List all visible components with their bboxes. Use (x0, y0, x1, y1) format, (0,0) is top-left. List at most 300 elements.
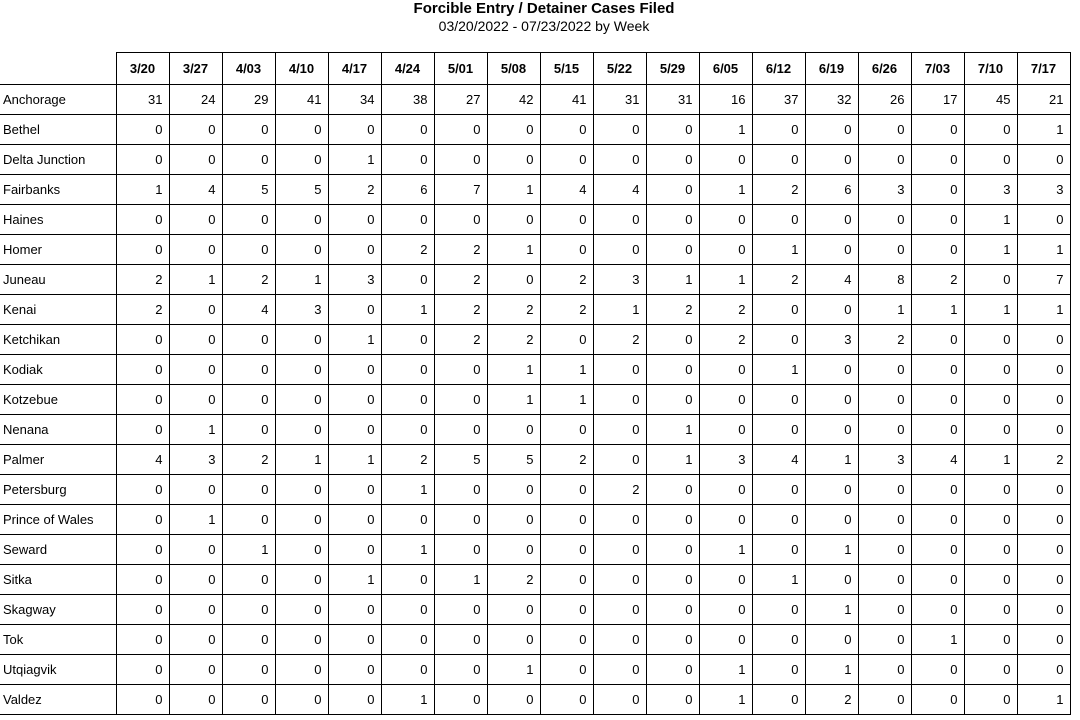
case-count-cell: 2 (805, 685, 858, 715)
case-count-cell: 0 (752, 415, 805, 445)
case-count-cell: 2 (222, 265, 275, 295)
case-count-cell: 0 (805, 625, 858, 655)
case-count-cell: 0 (540, 235, 593, 265)
case-count-cell: 0 (964, 565, 1017, 595)
case-count-cell: 1 (381, 295, 434, 325)
case-count-cell: 0 (222, 385, 275, 415)
case-count-cell: 0 (964, 415, 1017, 445)
case-count-cell: 1 (911, 295, 964, 325)
case-count-cell: 0 (487, 625, 540, 655)
case-count-cell: 0 (858, 685, 911, 715)
case-count-cell: 0 (487, 685, 540, 715)
case-count-cell: 2 (487, 295, 540, 325)
case-count-cell: 0 (434, 355, 487, 385)
case-count-cell: 1 (540, 355, 593, 385)
case-count-cell: 0 (911, 475, 964, 505)
case-count-cell: 0 (328, 625, 381, 655)
case-count-cell: 1 (593, 295, 646, 325)
case-count-cell: 0 (646, 355, 699, 385)
table-row (0, 355, 1070, 385)
case-count-cell: 0 (911, 655, 964, 685)
case-count-cell: 0 (434, 685, 487, 715)
case-count-cell: 0 (540, 655, 593, 685)
case-count-cell: 0 (699, 505, 752, 535)
case-count-cell: 17 (911, 85, 964, 115)
table-row (0, 445, 1070, 475)
case-count-cell: 0 (487, 535, 540, 565)
case-count-cell: 0 (593, 415, 646, 445)
table-row (0, 175, 1070, 205)
table-row (0, 535, 1070, 565)
case-count-cell: 0 (752, 685, 805, 715)
case-count-cell: 0 (222, 415, 275, 445)
case-count-cell: 0 (1017, 655, 1070, 685)
case-count-cell: 0 (964, 505, 1017, 535)
case-count-cell: 0 (169, 205, 222, 235)
case-count-cell: 0 (328, 475, 381, 505)
case-count-cell: 0 (169, 145, 222, 175)
case-count-cell: 1 (752, 235, 805, 265)
case-count-cell: 0 (964, 115, 1017, 145)
case-count-cell: 0 (540, 535, 593, 565)
column-header-week: 4/03 (222, 53, 275, 85)
case-count-cell: 8 (858, 265, 911, 295)
table-row (0, 625, 1070, 655)
case-count-cell: 0 (169, 475, 222, 505)
case-count-cell: 1 (805, 655, 858, 685)
case-count-cell: 0 (858, 625, 911, 655)
case-count-cell: 0 (169, 685, 222, 715)
case-count-cell: 0 (434, 115, 487, 145)
case-count-cell: 0 (222, 565, 275, 595)
case-count-cell: 0 (487, 205, 540, 235)
case-count-cell: 0 (169, 115, 222, 145)
case-count-cell: 0 (858, 235, 911, 265)
column-header-week: 4/17 (328, 53, 381, 85)
case-count-cell: 0 (434, 205, 487, 235)
case-count-cell: 1 (646, 265, 699, 295)
case-count-cell: 3 (699, 445, 752, 475)
case-count-cell: 0 (487, 115, 540, 145)
case-count-cell: 0 (752, 475, 805, 505)
case-count-cell: 0 (805, 115, 858, 145)
case-count-cell: 0 (593, 145, 646, 175)
column-header-week: 5/01 (434, 53, 487, 85)
table-row (0, 595, 1070, 625)
row-location-label: Skagway (0, 595, 116, 625)
case-count-cell: 0 (646, 205, 699, 235)
case-count-cell: 1 (222, 535, 275, 565)
case-count-cell: 1 (1017, 115, 1070, 145)
case-count-cell: 0 (275, 565, 328, 595)
column-header-week: 7/17 (1017, 53, 1070, 85)
case-count-cell: 0 (222, 475, 275, 505)
case-count-cell: 0 (858, 535, 911, 565)
case-count-cell: 1 (699, 265, 752, 295)
case-count-cell: 1 (699, 115, 752, 145)
table-row (0, 85, 1070, 115)
case-count-cell: 0 (434, 535, 487, 565)
case-count-cell: 0 (646, 325, 699, 355)
case-count-cell: 0 (1017, 325, 1070, 355)
table-row (0, 385, 1070, 415)
case-count-cell: 45 (964, 85, 1017, 115)
case-count-cell: 0 (540, 625, 593, 655)
case-count-cell: 0 (434, 385, 487, 415)
case-count-cell: 0 (752, 295, 805, 325)
case-count-cell: 5 (434, 445, 487, 475)
case-count-cell: 2 (487, 325, 540, 355)
case-count-cell: 0 (222, 355, 275, 385)
column-header-week: 3/27 (169, 53, 222, 85)
case-count-cell: 2 (434, 325, 487, 355)
case-count-cell: 0 (1017, 565, 1070, 595)
case-count-cell: 26 (858, 85, 911, 115)
case-count-cell: 0 (593, 115, 646, 145)
case-count-cell: 0 (646, 475, 699, 505)
case-count-cell: 0 (593, 355, 646, 385)
row-location-label: Tok (0, 625, 116, 655)
row-location-label: Kodiak (0, 355, 116, 385)
case-count-cell: 4 (116, 445, 169, 475)
case-count-cell: 0 (911, 505, 964, 535)
case-count-cell: 0 (540, 145, 593, 175)
case-count-cell: 2 (752, 175, 805, 205)
case-count-cell: 0 (275, 475, 328, 505)
case-count-cell: 0 (964, 355, 1017, 385)
row-location-label: Valdez (0, 685, 116, 715)
case-count-cell: 0 (858, 505, 911, 535)
case-count-cell: 0 (381, 625, 434, 655)
case-count-cell: 1 (964, 445, 1017, 475)
case-count-cell: 2 (593, 475, 646, 505)
case-count-cell: 0 (646, 235, 699, 265)
case-count-cell: 0 (593, 565, 646, 595)
case-count-cell: 0 (593, 535, 646, 565)
case-count-cell: 1 (328, 565, 381, 595)
case-count-cell: 0 (328, 685, 381, 715)
case-count-cell: 0 (646, 115, 699, 145)
case-count-cell: 1 (646, 415, 699, 445)
case-count-cell: 1 (646, 445, 699, 475)
case-count-cell: 3 (593, 265, 646, 295)
case-count-cell: 3 (328, 265, 381, 295)
case-count-cell: 0 (1017, 415, 1070, 445)
case-count-cell: 0 (593, 505, 646, 535)
table-row (0, 235, 1070, 265)
case-count-cell: 1 (699, 535, 752, 565)
case-count-cell: 0 (540, 325, 593, 355)
case-count-cell: 0 (487, 415, 540, 445)
case-count-cell: 0 (646, 175, 699, 205)
case-count-cell: 0 (487, 595, 540, 625)
case-count-cell: 1 (169, 505, 222, 535)
case-count-cell: 0 (805, 415, 858, 445)
case-count-cell: 0 (911, 385, 964, 415)
row-location-label: Anchorage (0, 85, 116, 115)
case-count-cell: 0 (328, 535, 381, 565)
case-count-cell: 0 (911, 115, 964, 145)
case-count-cell: 1 (911, 625, 964, 655)
case-count-cell: 2 (646, 295, 699, 325)
case-count-cell: 0 (275, 685, 328, 715)
case-count-cell: 0 (540, 505, 593, 535)
case-count-cell: 0 (487, 145, 540, 175)
case-count-cell: 0 (699, 205, 752, 235)
case-count-cell: 0 (540, 205, 593, 235)
case-count-cell: 0 (328, 385, 381, 415)
case-count-cell: 0 (275, 595, 328, 625)
table-row (0, 325, 1070, 355)
table-row (0, 475, 1070, 505)
column-header-week: 5/29 (646, 53, 699, 85)
case-count-cell: 0 (858, 415, 911, 445)
case-count-cell: 0 (593, 445, 646, 475)
case-count-cell: 0 (646, 655, 699, 685)
case-count-cell: 0 (699, 625, 752, 655)
case-count-cell: 0 (1017, 355, 1070, 385)
case-count-cell: 1 (487, 385, 540, 415)
row-location-label: Juneau (0, 265, 116, 295)
case-count-cell: 38 (381, 85, 434, 115)
case-count-cell: 24 (169, 85, 222, 115)
case-count-cell: 0 (381, 655, 434, 685)
case-count-cell: 0 (434, 655, 487, 685)
case-count-cell: 2 (381, 445, 434, 475)
column-header-week: 6/05 (699, 53, 752, 85)
column-header-week: 6/19 (805, 53, 858, 85)
case-count-cell: 0 (593, 625, 646, 655)
case-count-cell: 1 (699, 685, 752, 715)
case-count-cell: 0 (646, 595, 699, 625)
case-count-cell: 0 (116, 235, 169, 265)
case-count-cell: 0 (116, 595, 169, 625)
case-count-cell: 1 (116, 175, 169, 205)
case-count-cell: 0 (752, 325, 805, 355)
column-header-week: 5/15 (540, 53, 593, 85)
column-header-week: 4/24 (381, 53, 434, 85)
case-count-cell: 1 (752, 565, 805, 595)
case-count-cell: 2 (911, 265, 964, 295)
case-count-cell: 0 (911, 205, 964, 235)
case-count-cell: 0 (1017, 625, 1070, 655)
case-count-cell: 1 (381, 475, 434, 505)
case-count-cell: 0 (328, 415, 381, 445)
row-location-label: Haines (0, 205, 116, 235)
case-count-cell: 0 (911, 235, 964, 265)
report-subtitle: 03/20/2022 - 07/23/2022 by Week (438, 18, 650, 34)
case-count-cell: 0 (169, 355, 222, 385)
case-count-cell: 0 (964, 325, 1017, 355)
case-count-cell: 2 (593, 325, 646, 355)
table-row (0, 505, 1070, 535)
case-count-cell: 0 (275, 355, 328, 385)
case-count-cell: 4 (169, 175, 222, 205)
case-count-cell: 0 (275, 625, 328, 655)
case-count-cell: 2 (699, 325, 752, 355)
case-count-cell: 1 (275, 445, 328, 475)
case-count-cell: 1 (752, 355, 805, 385)
case-count-cell: 0 (381, 265, 434, 295)
case-count-cell: 0 (381, 505, 434, 535)
case-count-cell: 0 (381, 565, 434, 595)
case-count-cell: 0 (222, 145, 275, 175)
case-count-cell: 3 (964, 175, 1017, 205)
case-count-cell: 0 (699, 475, 752, 505)
case-count-cell: 1 (1017, 235, 1070, 265)
case-count-cell: 0 (964, 535, 1017, 565)
case-count-cell: 0 (752, 505, 805, 535)
case-count-cell: 27 (434, 85, 487, 115)
table-row (0, 115, 1070, 145)
case-count-cell: 0 (858, 145, 911, 175)
case-count-cell: 0 (911, 535, 964, 565)
case-count-cell: 0 (699, 385, 752, 415)
case-count-cell: 0 (1017, 385, 1070, 415)
case-count-cell: 0 (116, 505, 169, 535)
case-count-cell: 0 (275, 655, 328, 685)
case-count-cell: 1 (275, 265, 328, 295)
case-count-cell: 0 (805, 505, 858, 535)
case-count-cell: 0 (222, 625, 275, 655)
case-count-cell: 0 (1017, 535, 1070, 565)
case-count-cell: 0 (116, 385, 169, 415)
case-count-cell: 31 (593, 85, 646, 115)
case-count-cell: 2 (116, 265, 169, 295)
case-count-cell: 3 (169, 445, 222, 475)
case-count-cell: 34 (328, 85, 381, 115)
case-count-cell: 0 (593, 385, 646, 415)
case-count-cell: 2 (858, 325, 911, 355)
case-count-cell: 4 (593, 175, 646, 205)
case-count-cell: 0 (169, 595, 222, 625)
case-count-cell: 7 (434, 175, 487, 205)
case-count-cell: 0 (434, 415, 487, 445)
case-count-cell: 0 (116, 205, 169, 235)
case-count-cell: 0 (275, 505, 328, 535)
case-count-cell: 0 (381, 595, 434, 625)
case-count-cell: 0 (964, 625, 1017, 655)
case-count-cell: 0 (381, 325, 434, 355)
row-location-label: Bethel (0, 115, 116, 145)
case-count-cell: 1 (964, 235, 1017, 265)
row-location-label: Petersburg (0, 475, 116, 505)
case-count-cell: 2 (752, 265, 805, 295)
case-count-cell: 0 (434, 505, 487, 535)
case-count-cell: 0 (222, 205, 275, 235)
column-header-week: 5/08 (487, 53, 540, 85)
row-location-label: Delta Junction (0, 145, 116, 175)
case-count-cell: 42 (487, 85, 540, 115)
case-count-cell: 4 (752, 445, 805, 475)
row-location-label: Nenana (0, 415, 116, 445)
case-count-cell: 0 (169, 655, 222, 685)
case-count-cell: 0 (434, 595, 487, 625)
case-count-cell: 0 (646, 385, 699, 415)
case-count-cell: 1 (964, 205, 1017, 235)
case-count-cell: 0 (116, 565, 169, 595)
case-count-cell: 0 (858, 595, 911, 625)
case-count-cell: 0 (911, 415, 964, 445)
case-count-cell: 0 (275, 415, 328, 445)
case-count-cell: 0 (964, 475, 1017, 505)
case-count-cell: 0 (328, 115, 381, 145)
case-count-cell: 2 (540, 295, 593, 325)
case-count-cell: 0 (381, 415, 434, 445)
case-count-cell: 0 (858, 565, 911, 595)
case-count-cell: 0 (752, 595, 805, 625)
case-count-cell: 0 (381, 205, 434, 235)
case-count-cell: 0 (858, 475, 911, 505)
case-count-cell: 0 (805, 235, 858, 265)
case-count-cell: 0 (805, 145, 858, 175)
case-count-cell: 0 (964, 265, 1017, 295)
row-location-label: Utqiagvik (0, 655, 116, 685)
case-count-cell: 0 (275, 325, 328, 355)
case-count-cell: 1 (699, 655, 752, 685)
case-count-cell: 0 (646, 565, 699, 595)
case-count-cell: 3 (858, 445, 911, 475)
case-count-cell: 0 (434, 475, 487, 505)
case-count-cell: 4 (805, 265, 858, 295)
case-count-cell: 0 (752, 205, 805, 235)
case-count-cell: 0 (381, 145, 434, 175)
case-count-cell: 1 (805, 595, 858, 625)
case-count-cell: 31 (116, 85, 169, 115)
case-count-cell: 0 (434, 145, 487, 175)
case-count-cell: 0 (540, 565, 593, 595)
case-count-cell: 0 (805, 355, 858, 385)
case-count-cell: 2 (434, 295, 487, 325)
table-row (0, 565, 1070, 595)
table-row (0, 685, 1070, 715)
case-count-cell: 4 (911, 445, 964, 475)
case-count-cell: 1 (487, 655, 540, 685)
case-count-cell: 2 (699, 295, 752, 325)
table-body (0, 85, 1070, 715)
case-count-cell: 0 (858, 115, 911, 145)
case-count-cell: 0 (911, 355, 964, 385)
case-count-cell: 0 (116, 625, 169, 655)
case-count-cell: 0 (858, 205, 911, 235)
table-row (0, 295, 1070, 325)
row-location-label: Prince of Wales (0, 505, 116, 535)
case-count-cell: 0 (911, 685, 964, 715)
case-count-cell: 32 (805, 85, 858, 115)
case-count-cell: 0 (699, 415, 752, 445)
case-count-cell: 0 (699, 235, 752, 265)
case-count-cell: 0 (593, 235, 646, 265)
case-count-cell: 1 (487, 175, 540, 205)
row-location-label: Sitka (0, 565, 116, 595)
column-header-week: 6/12 (752, 53, 805, 85)
case-count-cell: 0 (381, 115, 434, 145)
case-count-cell: 41 (540, 85, 593, 115)
table-row (0, 265, 1070, 295)
case-count-cell: 0 (169, 385, 222, 415)
case-count-cell: 1 (328, 325, 381, 355)
case-count-cell: 2 (540, 265, 593, 295)
case-count-cell: 0 (116, 475, 169, 505)
case-count-cell: 0 (1017, 475, 1070, 505)
case-count-cell: 2 (487, 565, 540, 595)
column-header-week: 5/22 (593, 53, 646, 85)
case-count-cell: 0 (540, 595, 593, 625)
case-count-cell: 6 (805, 175, 858, 205)
case-count-cell: 0 (1017, 505, 1070, 535)
case-count-cell: 7 (1017, 265, 1070, 295)
row-location-label: Kotzebue (0, 385, 116, 415)
